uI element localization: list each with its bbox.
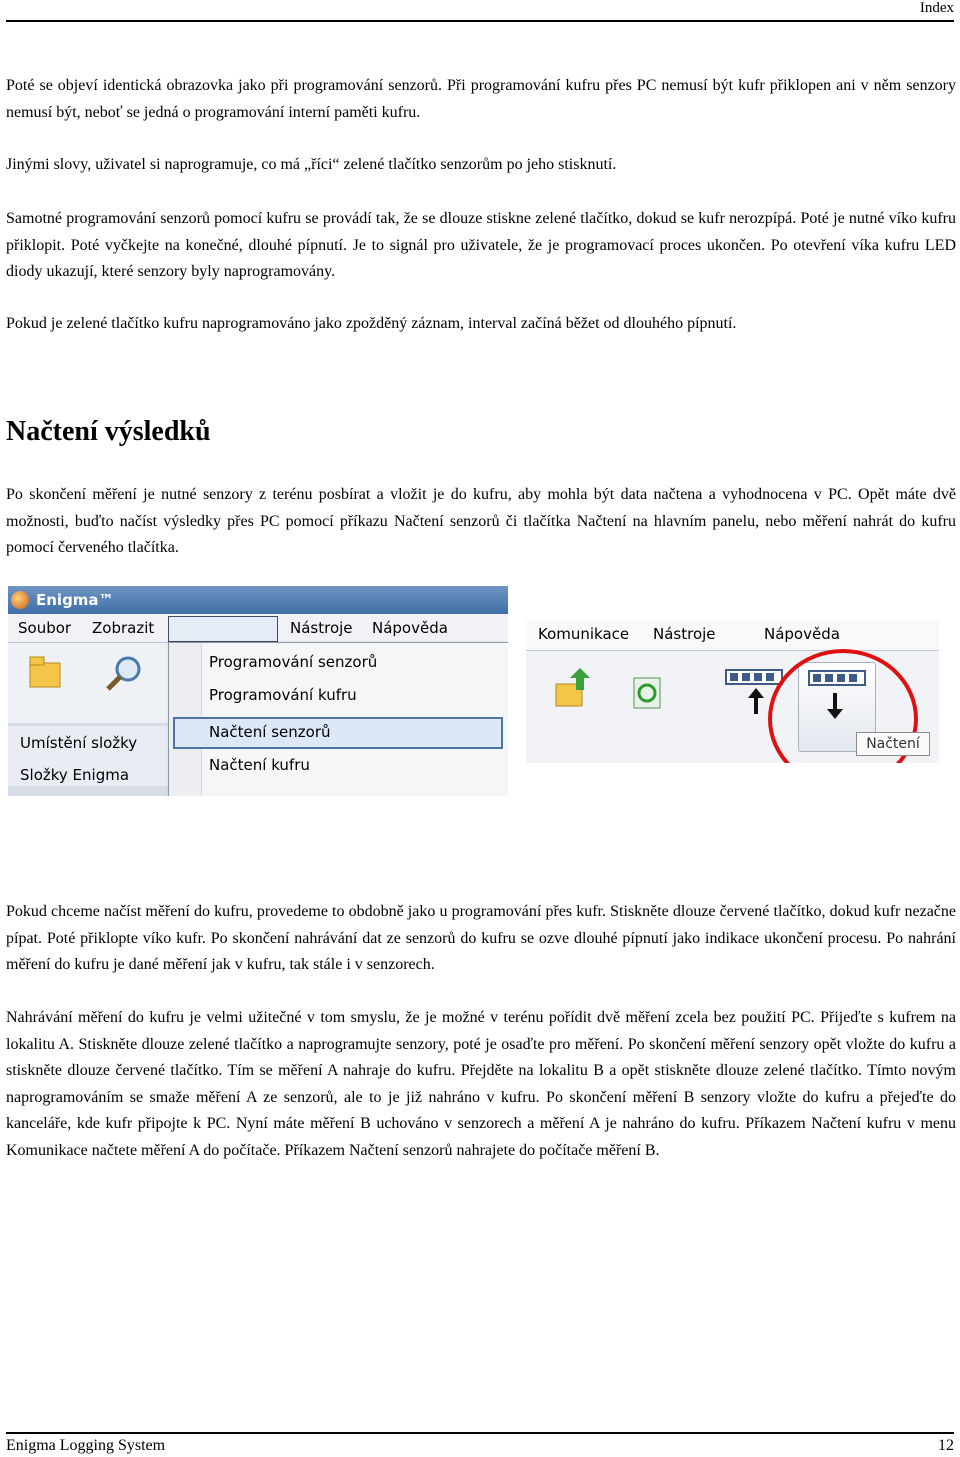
page-header bbox=[6, 0, 954, 22]
menu-nastroje[interactable]: Nástroje bbox=[290, 619, 353, 637]
left-item-slozky[interactable]: Složky Enigma bbox=[20, 766, 130, 784]
tooltip-nacteni: Načtení bbox=[856, 732, 930, 756]
menu2-komunikace[interactable]: Komunikace bbox=[538, 625, 630, 643]
header-title: Index bbox=[919, 0, 954, 16]
enigma-logo-icon bbox=[11, 591, 29, 609]
app-titlebar bbox=[8, 586, 508, 614]
menu-napoveda[interactable]: Nápověda bbox=[372, 619, 448, 637]
app-title: Enigma™ bbox=[36, 591, 114, 609]
paragraph-programming: Samotné programování senzorů pomocí kufru se provádí tak, že se dlouze stiskne zelené tlačítko, dokud se kufr nerozpípá. Poté je nutné víko kufru přiklopit. Poté vyčkejte na konečné, dlouhé pípnutí. Je to signál pro uživatele, že je programovací proces ukončen. Po otevření víka kufru LED diody ukazují, které senzory byly naprogramovány. bbox=[6, 210, 956, 280]
toolbar-icons bbox=[8, 643, 168, 723]
folder-arrow-icon bbox=[556, 668, 590, 706]
menu-selected-frame bbox=[168, 616, 278, 642]
folder-icon bbox=[30, 657, 60, 687]
menu-soubor[interactable]: Soubor bbox=[18, 619, 72, 637]
magnifier-icon bbox=[108, 658, 139, 689]
dropdown-item-programovani-kufru[interactable]: Programování kufru bbox=[209, 686, 357, 704]
left-item-umisteni[interactable]: Umístění složky bbox=[20, 734, 138, 752]
paragraph-field-use: Nahrávání měření do kufru je velmi užitečné v tom smyslu, že je možné v terénu pořídit dvě měření zcela bez použití PC. Přijeďte s kufrem na lokalitu A. Stiskněte dlouze zelené tlačítko a naprogramujte senzory, poté je osaďte pro měření. Po skončení měření senzory opět vložte do kufru a stiskněte dlouze červené tlačítko. Tím se měření A nahraje do kufru. Přejděte na lokalitu B a opět stiskněte dlouze zelené tlačítko. Tímto novým naprogramováním se smaže měření A ze senzorů, ale to je již nahráno v kufru. Po skončení měření B senzory vložte do kufru a přejeďte do kanceláře, kde kufr připojte k PC. Nyní máte měření B uchováno v senzorech a měření A je nahráno do kufru. Příkazem Načtení kufru v menu Komunikace načtete měření A do počítače. Příkazem Načtení senzorů nahrajete do počítače měření B. bbox=[6, 1009, 956, 1159]
left-panel bbox=[8, 726, 168, 786]
paragraph-results: Po skončení měření je nutné senzory z terénu posbírat a vložit je do kufru, aby mohla být data načtena a vyhodnocena v PC. Opět máte dvě možnosti, buďto načíst výsledky přes PC pomocí příkazu Načtení senzorů či tlačítka Načtení na hlavním panelu, nebo měření nahrát do kufru pomocí červeného tlačítka. bbox=[6, 486, 956, 556]
dropdown-item-nacteni-senzoru[interactable]: Načtení senzorů bbox=[209, 723, 331, 741]
screenshot-menu bbox=[8, 586, 508, 796]
dropdown-item-nacteni-kufru[interactable]: Načtení kufru bbox=[209, 756, 310, 774]
section-heading: Načtení výsledků bbox=[6, 416, 211, 447]
menu2-nastroje[interactable]: Nástroje bbox=[653, 625, 716, 643]
menu-zobrazit[interactable]: Zobrazit bbox=[92, 619, 155, 637]
screenshot-toolbar bbox=[526, 620, 939, 763]
paragraph-delay: Pokud je zelené tlačítko kufru naprogramováno jako zpožděný záznam, interval začíná běžet od dlouhého pípnutí. bbox=[6, 315, 737, 332]
menu2-napoveda[interactable]: Nápověda bbox=[764, 625, 840, 643]
paragraph-intro: Poté se objeví identická obrazovka jako při programování senzorů. Při programování kufru přes PC nemusí být kufr přiklopen ani v něm senzory nemusí být, neboť se jedná o programování interní paměti kufru. bbox=[6, 77, 956, 121]
page-number: 12 bbox=[938, 1437, 954, 1454]
komunikace-dropdown bbox=[168, 642, 508, 796]
footer-title: Enigma Logging System bbox=[6, 1437, 166, 1454]
refresh-icon bbox=[634, 678, 660, 708]
paragraph-other-words: Jinými slovy, uživatel si naprogramuje, co má „říci“ zelené tlačítko senzorům po jeho stisknutí. bbox=[6, 156, 617, 173]
toolbar bbox=[8, 643, 168, 723]
dropdown-item-programovani-senzoru[interactable]: Programování senzorů bbox=[209, 653, 378, 671]
paragraph-load-to-case: Pokud chceme načíst měření do kufru, provedeme to obdobně jako u programování přes kufr. Stiskněte dlouze červené tlačítko, dokud kufr nezačne pípat. Poté přiklopte víko kufr. Po skončení nahrávání dat ze senzorů do kufru se ozve dlouhé pípnutí jako indikace ukončení procesu. Po nahrání měření do kufru je dané měření jak v kufru, tak stále i v senzorech. bbox=[6, 903, 956, 973]
page-footer bbox=[6, 1432, 954, 1455]
